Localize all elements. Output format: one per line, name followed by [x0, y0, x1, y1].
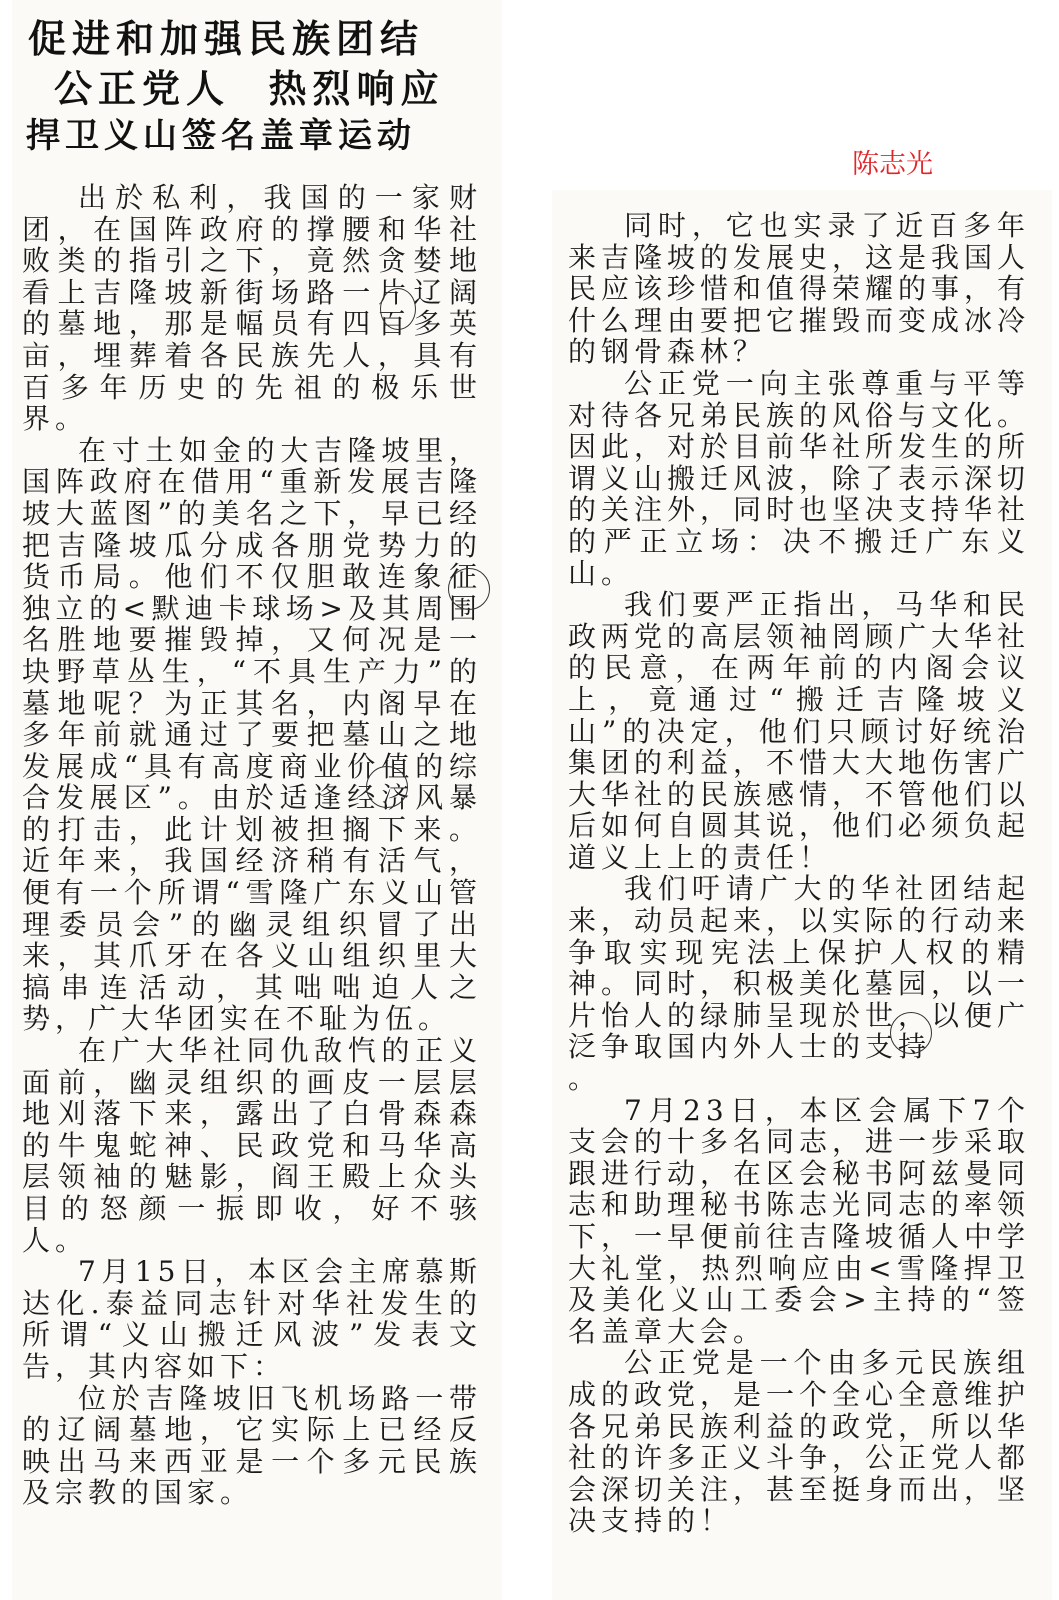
paragraph: 出於私利，我国的一家财团，在国阵政府的撑腰和华社败类的指引之下，竟然贪婪地看上吉隆坡新街场路一片辽阔的墓地，那是幅员有四百多英亩，埋葬着各民族先人，具有百多年历史的先祖的极乐世界。 [22, 181, 482, 436]
right-column [568, 210, 1030, 1537]
headline [20, 14, 490, 158]
paragraph: 7月23日，本区会属下7个支会的十多名同志，进一步采取跟进行动，在区会秘书阿兹曼同志和助理秘书陈志光同志的率领下，一早便前往吉隆坡循人中学大礼堂，热烈响应由<雪隆捍卫及美化义山工委会>主持的“签名盖章大会。 [568, 1093, 1031, 1348]
paragraph: 在广大华社同仇敌忾的正义面前，幽灵组织的画皮一层层地刈落下来，露出了白骨森森的牛鬼蛇神、民政党和马华高层领袖的魅影，阎王殿上众头目的怒颜一振即收，好不骇人。 [22, 1034, 482, 1257]
paragraph: 我们吁请广大的华社团结起来，动员起来，以实际的行动来争取实现宪法上保护人权的精神。同时，积极美化墓园，以一片怡人的绿肺呈现於世，以便广泛争取国内外人士的支持 [568, 872, 1031, 1064]
paragraph: 公正党一向主张尊重与平等对待各兄弟民族的风俗与文化。因此，对於目前华社所发生的所谓义山搬迁风波，除了表示深切的关注外，同时也坚决支持华社的严正立场：决不搬迁广东义山。 [568, 366, 1031, 590]
left-column [22, 182, 482, 1509]
headline-line-3: 捍卫义山签名盖章运动 [26, 116, 416, 156]
paragraph: 公正党是一个由多元民族组成的政党，是一个全心全意维护各兄弟民族利益的政党，所以华社的许多正义斗争，公正党人都会深切关注，甚至挺身而出，坚决支持的！ [568, 1346, 1031, 1538]
pen-circle-mark [890, 1012, 932, 1054]
headline-line-1: 促进和加强民族团结 [28, 17, 425, 61]
paragraph: 我们要严正指出，马华和民政两党的高层领袖罔顾广大华社的民意，在两年前的内阁会议上，竟通过“搬迁吉隆坡义山”的决定，他们只顾讨好统治集团的利益，不惜大大地伤害广大华社的民族感情，不管他们以后如何自圆其说，他们必须负起道义上上的责任！ [568, 588, 1031, 874]
paragraph: 同时，它也实录了近百多年来吉隆坡的发展史，这是我国人民应该珍惜和值得荣耀的事，有什么理由要把它摧毁而变成冰冷的钢骨森林？ [568, 209, 1031, 369]
headline-line-2: 公正党人 热烈响应 [54, 67, 445, 111]
pen-circle-mark [380, 288, 416, 330]
paragraph: 在寸土如金的大吉隆坡里，国阵政府在借用“重新发展吉隆坡大蓝图”的美名之下，早已经把吉隆坡瓜分成各朋党势力的货币局。他们不仅胆敢连象征独立的<默迪卡球场>及其周围名胜地要摧毁掉，又何况是一块野草丛生，“不具生产力”的墓地呢？为正其名，内阁早在多年前就通过了要把墓山之地发展成“具有高度商业价值的综合发展区”。由於适逢经济风暴的打击，此计划被担搁下来。近年来，我国经济稍有活气，便有一个所谓“雪隆广东义山管理委员会”的幽灵组织冒了出来，其爪牙在各义山组织里大搞串连活动，其咄咄迫人之势，广大华团实在不耻为伍。 [22, 433, 482, 1036]
author-byline: 陈志光 [852, 149, 933, 180]
paragraph: 。 [568, 1062, 602, 1096]
paragraph: 位於吉隆坡旧飞机场路一带的辽阔墓地，它实际上已经反映出马来西亚是一个多元民族及宗教的国家。 [22, 1381, 482, 1510]
pen-circle-mark [366, 766, 408, 808]
pen-circle-mark [448, 568, 490, 610]
paragraph: 7月15日，本区会主席慕斯达化.泰益同志针对华社发生的所谓“义山搬迁风波”发表文告，其内容如下： [22, 1255, 482, 1383]
